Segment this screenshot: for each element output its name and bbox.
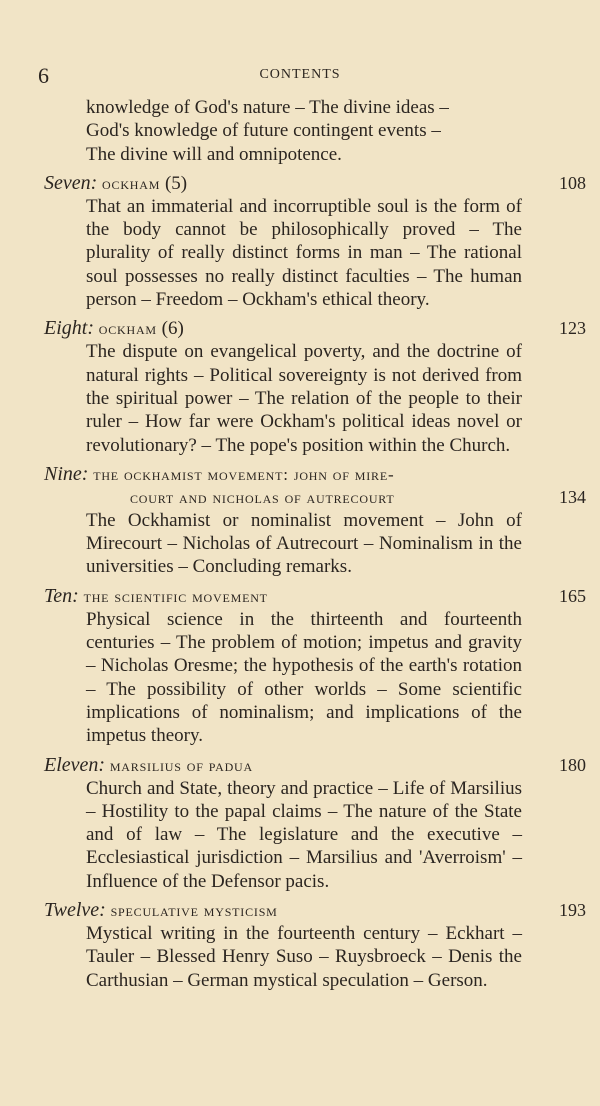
chapter-heading: [44, 317, 586, 340]
chapter-title-suffix: (5): [164, 172, 188, 194]
chapter-entry-twelve: [44, 899, 586, 992]
chapter-title: ockham: [98, 319, 157, 339]
chapter-number: Eight:: [44, 317, 94, 340]
chapter-heading: [44, 754, 586, 777]
chapter-heading: [44, 585, 586, 608]
chapter-title-continued: court and nicholas of autrecourt: [130, 487, 395, 507]
page-header: [0, 63, 600, 87]
intro-continuation: [44, 96, 586, 166]
intro-line: God's knowledge of future contingent events –: [86, 120, 441, 142]
chapter-heading: [44, 899, 586, 922]
chapter-number: Ten:: [44, 584, 79, 607]
intro-body: [44, 96, 586, 166]
chapter-title: speculative mysticism: [110, 901, 278, 921]
chapter-number: Twelve:: [44, 899, 106, 922]
running-head: CONTENTS: [259, 67, 341, 82]
chapter-heading: [44, 172, 586, 195]
chapter-number: Eleven:: [44, 753, 106, 776]
chapter-summary: Physical science in the thirteenth and fourteenth centuries – The problem of motion; impetus and gravity – Nicholas Oresme; the hypothesis of the earth's rotation – The possibility of other worlds – Some scientific implications of nominalism; and implications of the impetus theory.: [86, 608, 522, 747]
chapter-title: the ockhamist movement: john of mire-: [93, 464, 395, 484]
chapter-heading: [44, 463, 586, 509]
page-number: 6: [38, 63, 49, 88]
chapter-entry-ten: [44, 585, 586, 748]
chapter-title: the scientific movement: [83, 586, 268, 606]
chapter-entry-eight: [44, 317, 586, 456]
chapter-number: Nine:: [44, 462, 89, 485]
intro-line: The divine will and omnipotence.: [86, 143, 342, 165]
chapter-page-number: 108: [559, 172, 586, 193]
chapter-page-number: 165: [559, 585, 586, 606]
intro-line: knowledge of God's nature – The divine ideas –: [86, 97, 449, 118]
chapter-page-number: 123: [559, 318, 586, 339]
chapter-entry-eleven: [44, 754, 586, 893]
chapter-summary: Church and State, theory and practice – Life of Marsilius – Hostility to the papal claims – The nature of the State and of law – The legislature and the executive – Ecclesiastical jurisdiction – Marsilius and 'Averroism' – Influence of the Defensor pacis.: [86, 777, 522, 892]
chapter-summary: That an immaterial and incorruptible soul is the form of the body cannot be philosophically proved – The plurality of really distinct forms in man – The rational soul possesses no really distinct faculties – The human person – Freedom – Ockham's ethical theory.: [86, 195, 522, 311]
contents-list: [44, 96, 586, 998]
chapter-page-number: 180: [559, 754, 586, 775]
chapter-summary: The Ockhamist or nominalist movement – John of Mirecourt – Nicholas of Autrecourt – Nominalism in the universities – Concluding remarks.: [86, 509, 522, 578]
chapter-summary: The dispute on evangelical poverty, and the doctrine of natural rights – Political sovereignty is not derived from the spiritual power – The relation of the people to their ruler – How far were Ockham's political ideas novel or revolutionary? – The pope's position within the Church.: [86, 341, 522, 456]
chapter-number: Seven:: [44, 171, 98, 194]
chapter-summary: Mystical writing in the fourteenth century – Eckhart – Tauler – Blessed Henry Suso – Ruysbroeck – Denis the Carthusian – German mystical speculation – Gerson.: [86, 923, 522, 991]
chapter-entry-seven: [44, 172, 586, 311]
chapter-entry-nine: [44, 463, 586, 579]
chapter-title: marsilius of padua: [109, 755, 253, 775]
chapter-page-number: 134: [559, 486, 586, 507]
chapter-title: ockham: [102, 173, 161, 193]
chapter-title-suffix: (6): [161, 318, 184, 340]
chapter-page-number: 193: [559, 900, 586, 921]
